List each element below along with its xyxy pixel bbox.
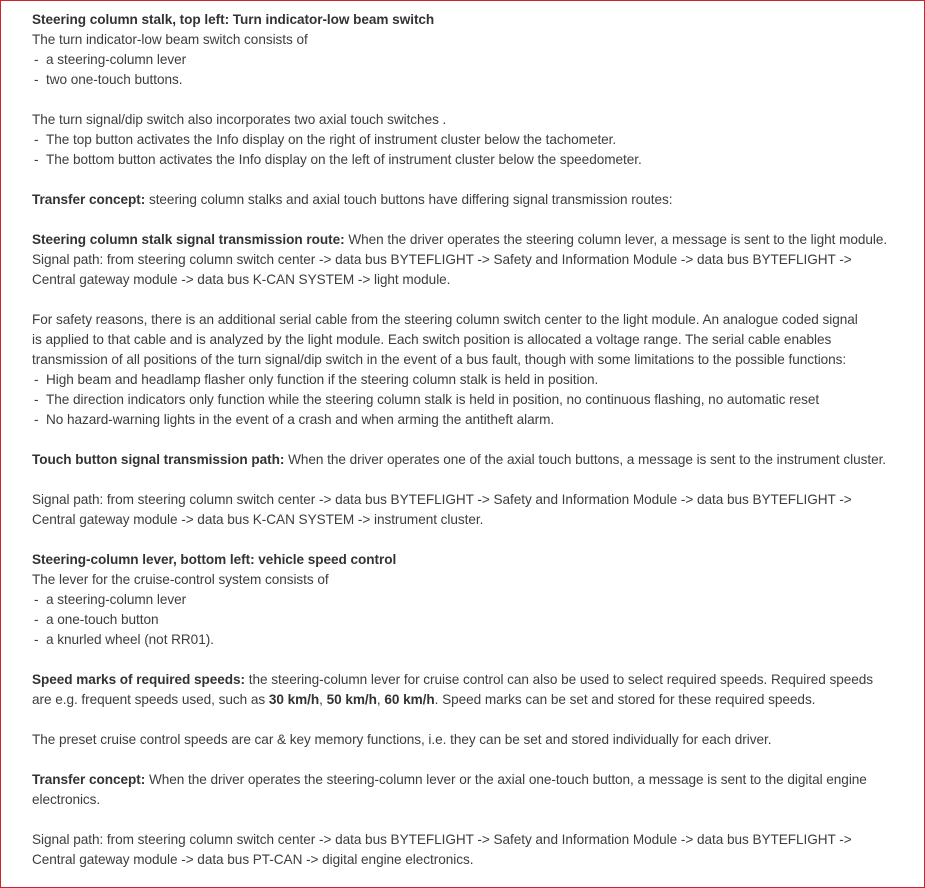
list-item (32, 410, 918, 430)
list-item-text: High beam and headlamp flasher only function if the steering column stalk is held in position. (46, 372, 599, 387)
paragraph-text: When the driver operates the steering column lever, a message is sent to the light module. (344, 232, 888, 247)
paragraph-line: Signal path: from steering column switch center -> data bus BYTEFLIGHT -> Safety and Information Module -> data bus BYTEFLIGHT -> (32, 492, 852, 507)
paragraph-line: The turn signal/dip switch also incorporates two axial touch switches . (32, 112, 447, 127)
separator: , (319, 692, 327, 707)
paragraph-gap (32, 810, 918, 830)
heading-speed-control: Steering-column lever, bottom left: vehicle speed control (32, 552, 397, 567)
paragraph-line (32, 770, 918, 790)
list-item-text: a one-touch button (46, 612, 159, 627)
list-item (32, 70, 918, 90)
paragraph-line: is applied to that cable and is analyzed by the light module. Each switch position is allocated a voltage range. The serial cable enables (32, 332, 832, 347)
paragraph-text: When the driver operates one of the axial touch buttons, a message is sent to the instrument cluster. (284, 452, 887, 467)
list-item (32, 130, 918, 150)
list-item (32, 610, 918, 630)
list-item (32, 150, 918, 170)
paragraph-text: steering column stalks and axial touch buttons have differing signal transmission routes: (145, 192, 673, 207)
list-item (32, 390, 918, 410)
paragraph-gap (32, 650, 918, 670)
paragraph-line: electronics. (32, 792, 101, 807)
paragraph-line: Signal path: from steering column switch center -> data bus BYTEFLIGHT -> Safety and Information Module -> data bus BYTEFLIGHT -> (32, 252, 852, 267)
paragraph-line (32, 230, 918, 250)
paragraph-line: The preset cruise control speeds are car & key memory functions, i.e. they can be set and stored individually for each driver. (32, 732, 772, 747)
paragraph-line: The lever for the cruise-control system consists of (32, 572, 329, 587)
speed-value: 60 km/h (384, 692, 435, 707)
paragraph-text: When the driver operates the steering-column lever or the axial one-touch button, a message is sent to the digital engine (145, 772, 867, 787)
separator: , (376, 692, 385, 707)
list-item-text: a steering-column lever (46, 592, 187, 607)
paragraph-gap (32, 430, 918, 450)
list-item (32, 590, 918, 610)
list-item-text: No hazard-warning lights in the event of a crash and when arming the antitheft alarm. (46, 412, 555, 427)
list-item-text: The top button activates the Info display on the right of instrument cluster below the tachometer. (46, 132, 617, 147)
list-item-text: two one-touch buttons. (46, 72, 183, 87)
paragraph-line (32, 190, 918, 210)
paragraph-gap (32, 710, 918, 730)
label-stalk-route: Steering column stalk signal transmission route: (32, 232, 345, 247)
list-item (32, 630, 918, 650)
paragraph-gap (32, 750, 918, 770)
section-heading (32, 10, 918, 30)
heading-turn-indicator: Steering column stalk, top left: Turn indicator-low beam switch (32, 12, 435, 27)
paragraph-line: The turn indicator-low beam switch consists of (32, 32, 308, 47)
paragraph-gap (32, 290, 918, 310)
document-body (32, 10, 918, 870)
list-item-text: The direction indicators only function while the steering column stalk is held in position, no continuous flashing, no automatic reset (46, 392, 820, 407)
paragraph-line (32, 690, 918, 710)
paragraph-gap (32, 170, 918, 190)
label-speed-marks: Speed marks of required speeds: (32, 672, 246, 687)
paragraph-line: Central gateway module -> data bus K-CAN SYSTEM -> light module. (32, 272, 451, 287)
paragraph-line (32, 670, 918, 690)
list-item (32, 370, 918, 390)
paragraph-line: Central gateway module -> data bus PT-CAN -> digital engine electronics. (32, 852, 474, 867)
list-item-text: a knurled wheel (not RR01). (46, 632, 214, 647)
paragraph-gap (32, 210, 918, 230)
section-heading (32, 550, 918, 570)
speed-value: 50 km/h (326, 692, 377, 707)
paragraph-text: are e.g. frequent speeds used, such as (32, 692, 269, 707)
list-item-text: a steering-column lever (46, 52, 187, 67)
paragraph-line: transmission of all positions of the turn signal/dip switch in the event of a bus fault, though with some limitations to the possible functions: (32, 352, 847, 367)
paragraph-line (32, 450, 918, 470)
paragraph-gap (32, 530, 918, 550)
paragraph-line: Signal path: from steering column switch center -> data bus BYTEFLIGHT -> Safety and Information Module -> data bus BYTEFLIGHT -> (32, 832, 852, 847)
paragraph-line: Central gateway module -> data bus K-CAN SYSTEM -> instrument cluster. (32, 512, 484, 527)
paragraph-gap (32, 470, 918, 490)
paragraph-text: . Speed marks can be set and stored for these required speeds. (434, 692, 816, 707)
label-transfer-concept: Transfer concept: (32, 772, 146, 787)
label-touch-button-path: Touch button signal transmission path: (32, 452, 285, 467)
speed-value: 30 km/h (268, 692, 320, 707)
paragraph-line: For safety reasons, there is an additional serial cable from the steering column switch center to the light module. An analogue coded signal (32, 312, 858, 327)
list-item-text: The bottom button activates the Info display on the left of instrument cluster below the speedometer. (46, 152, 642, 167)
paragraph-text: the steering-column lever for cruise control can also be used to select required speeds. Required speeds (245, 672, 873, 687)
paragraph-gap (32, 90, 918, 110)
list-item (32, 50, 918, 70)
label-transfer-concept: Transfer concept: (32, 192, 146, 207)
